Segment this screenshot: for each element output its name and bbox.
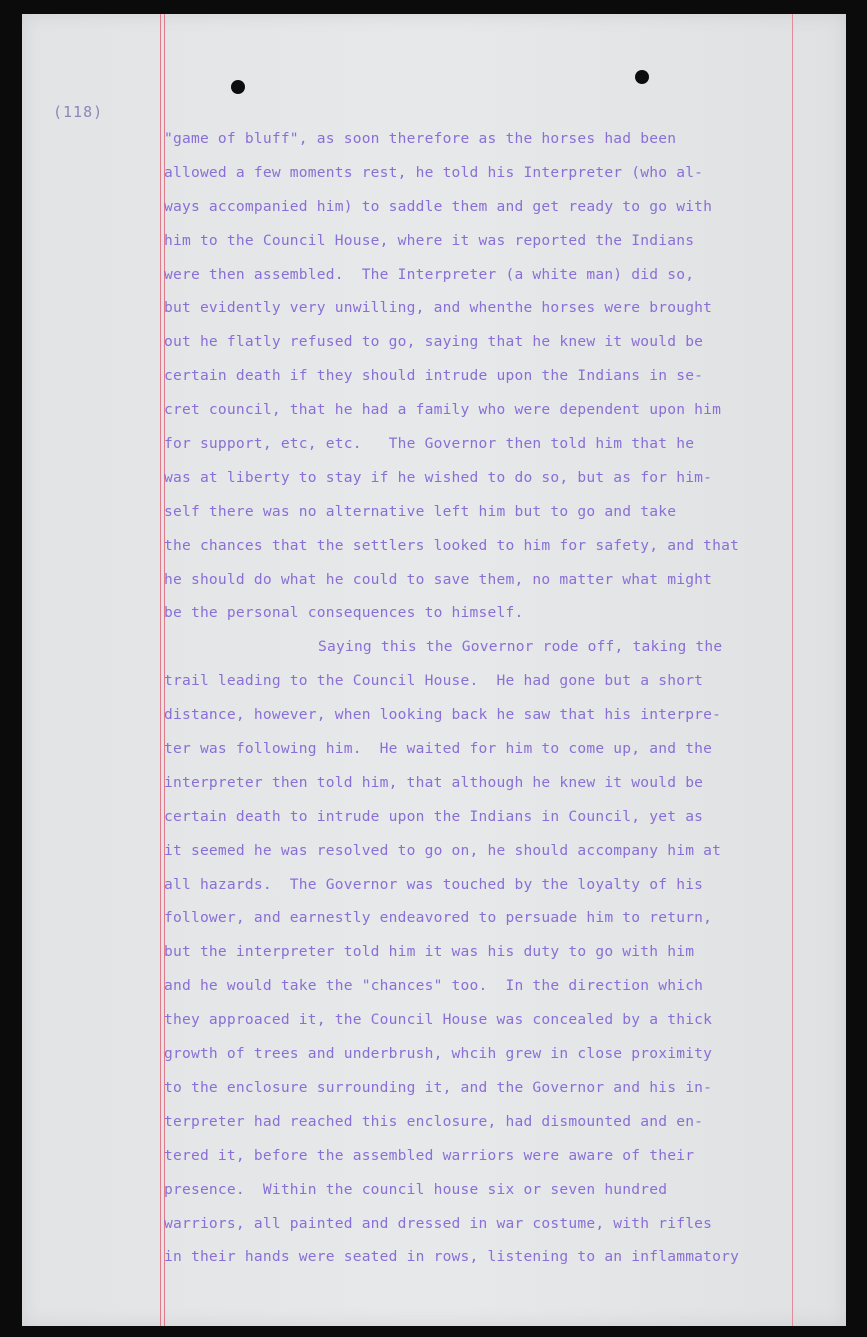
text-line: in their hands were seated in rows, listening to an inflammatory [164, 1248, 740, 1266]
text-line: warriors, all painted and dressed in war costume, with rifles [164, 1214, 713, 1232]
text-line: be the personal consequences to himself. [164, 604, 524, 622]
text-line: it seemed he was resolved to go on, he should accompany him at [164, 841, 722, 859]
text-line: but the interpreter told him it was his duty to go with him [164, 943, 695, 961]
text-line: him to the Council House, where it was reported the Indians [164, 231, 695, 249]
text-line: trail leading to the Council House. He had gone but a short [164, 672, 704, 690]
text-line: all hazards. The Governor was touched by the loyalty of his [164, 875, 704, 893]
text-line: they approaced it, the Council House was concealed by a thick [164, 1011, 713, 1029]
text-line: he should do what he could to save them, no matter what might [164, 570, 713, 588]
text-line: self there was no alternative left him but to go and take [164, 502, 677, 520]
paragraph-2 [164, 630, 854, 1274]
punch-hole-left [231, 80, 245, 94]
text-line: Saying this the Governor rode off, taking the [318, 638, 723, 656]
text-line: for support, etc, etc. The Governor then told him that he [164, 435, 695, 453]
text-line: ter was following him. He waited for him to come up, and the [164, 740, 713, 758]
text-line: but evidently very unwilling, and whenthe horses were brought [164, 299, 713, 317]
text-line: tered it, before the assembled warriors were aware of their [164, 1146, 695, 1164]
text-line: out he flatly refused to go, saying that he knew it would be [164, 333, 704, 351]
text-line: and he would take the "chances" too. In the direction which [164, 977, 704, 995]
text-line: distance, however, when looking back he saw that his interpre- [164, 706, 722, 724]
text-line: were then assembled. The Interpreter (a white man) did so, [164, 265, 695, 283]
left-margin-rule [160, 14, 161, 1326]
text-line: "game of bluff", as soon therefore as the horses had been [164, 130, 677, 147]
text-line: cret council, that he had a family who were dependent upon him [164, 401, 722, 419]
text-line: growth of trees and underbrush, whcih grew in close proximity [164, 1045, 713, 1063]
punch-hole-right [635, 70, 649, 84]
text-line: interpreter then told him, that although he knew it would be [164, 773, 704, 791]
body-text [164, 122, 854, 1274]
text-line: the chances that the settlers looked to him for safety, and that [164, 536, 740, 554]
text-line: certain death to intrude upon the Indians in Council, yet as [164, 807, 704, 825]
text-line: follower, and earnestly endeavored to persuade him to return, [164, 909, 713, 927]
text-line: to the enclosure surrounding it, and the Governor and his in- [164, 1078, 713, 1096]
page-number: (118) [53, 103, 104, 121]
paragraph-1 [164, 122, 854, 630]
text-line: terpreter had reached this enclosure, had dismounted and en- [164, 1112, 704, 1130]
text-line: was at liberty to stay if he wished to do so, but as for him- [164, 468, 713, 486]
text-line: certain death if they should intrude upon the Indians in se- [164, 367, 704, 385]
text-line: presence. Within the council house six or seven hundred [164, 1180, 668, 1198]
text-line: ways accompanied him) to saddle them and get ready to go with [164, 197, 713, 215]
text-line: allowed a few moments rest, he told his Interpreter (who al- [164, 163, 704, 181]
